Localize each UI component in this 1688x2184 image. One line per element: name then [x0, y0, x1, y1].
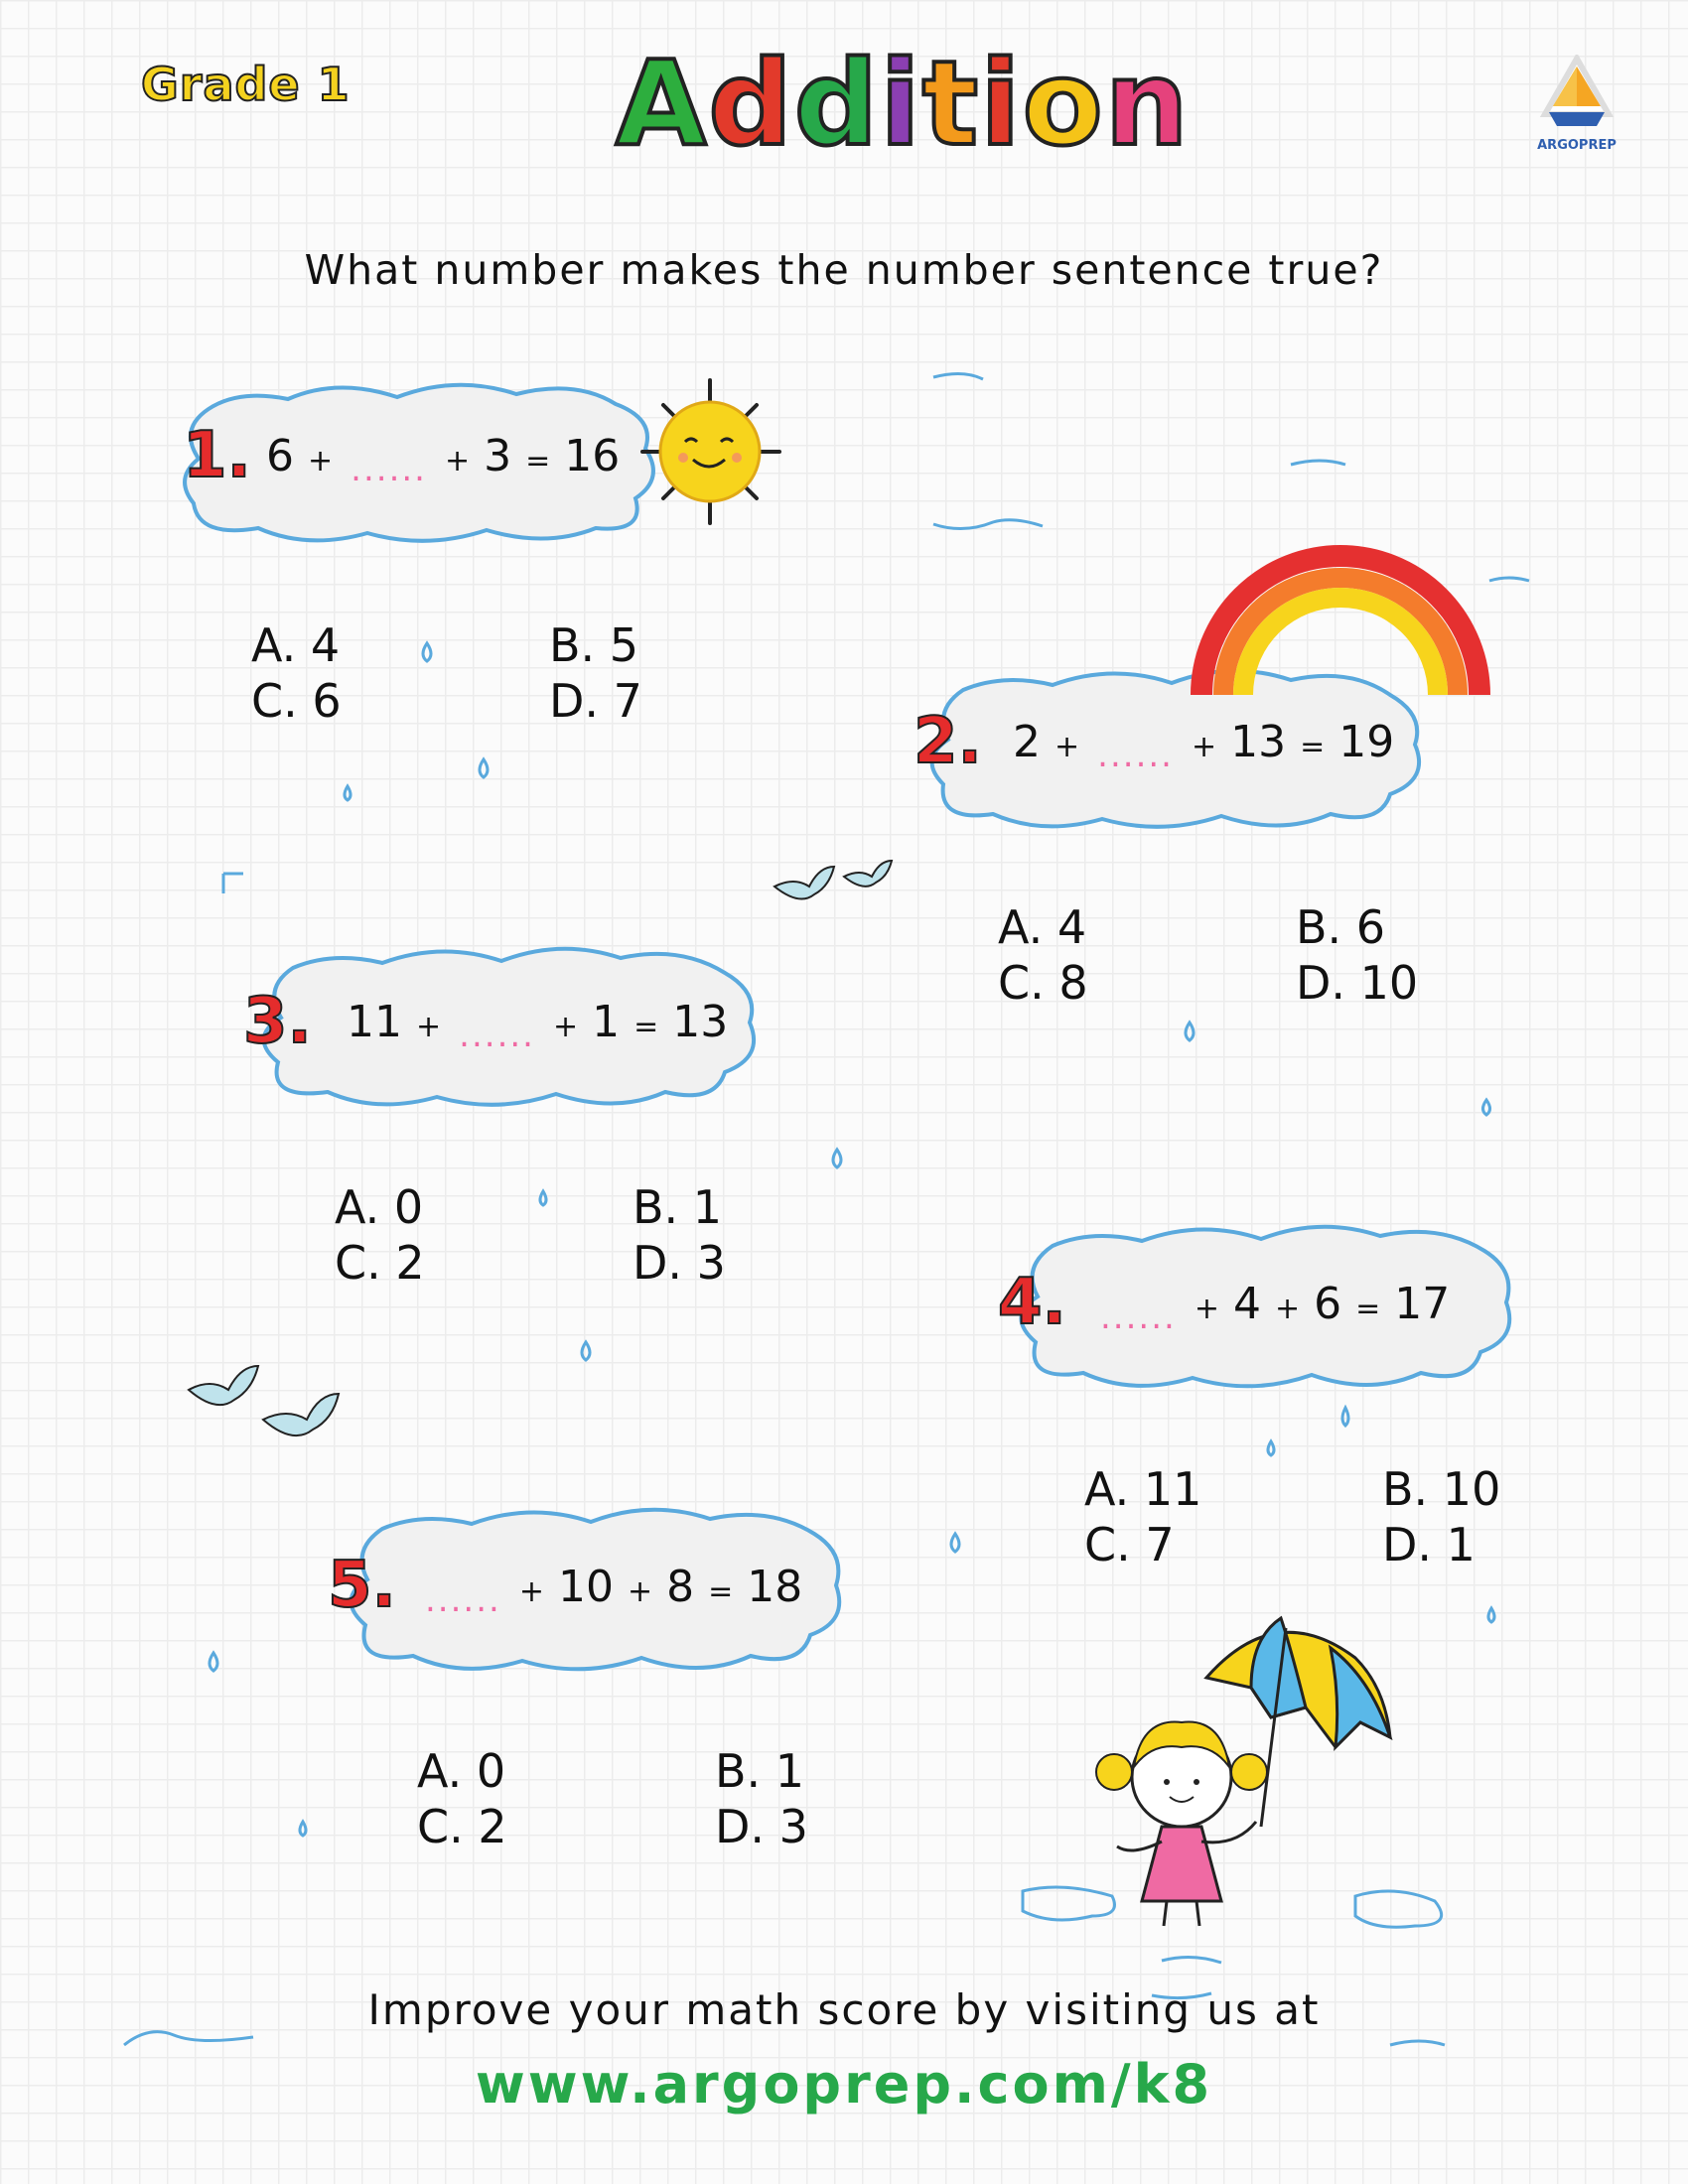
problem-number: 3. — [243, 985, 312, 1058]
answer-blank[interactable]: ...... — [459, 1016, 535, 1055]
equals-sign: = — [633, 1010, 659, 1044]
logo-text: ARGOPREP — [1537, 138, 1617, 153]
plus-sign: + — [1194, 1292, 1219, 1326]
term: 13 — [1230, 717, 1287, 767]
term: 13 — [672, 997, 729, 1047]
option-a[interactable]: A. 11 — [1084, 1462, 1202, 1516]
title-letter: o — [1022, 35, 1105, 172]
term: 11 — [347, 997, 402, 1047]
title-letter: t — [921, 35, 981, 172]
title-letter: d — [793, 35, 881, 172]
option-d[interactable]: D. 1 — [1382, 1518, 1476, 1571]
equals-sign: = — [525, 444, 551, 478]
answer-blank[interactable]: ...... — [351, 450, 427, 489]
option-d[interactable]: D. 10 — [1296, 956, 1419, 1010]
equals-sign: = — [1355, 1292, 1381, 1326]
problem-number: 5. — [328, 1549, 396, 1622]
title-letter: n — [1104, 35, 1191, 172]
answer-blank[interactable]: ...... — [1100, 1297, 1177, 1337]
option-b[interactable]: B. 10 — [1382, 1462, 1501, 1516]
term: 4 — [1233, 1279, 1261, 1329]
option-b[interactable]: B. 1 — [715, 1744, 805, 1798]
title-letter: d — [708, 35, 794, 172]
option-b[interactable]: B. 1 — [633, 1180, 723, 1234]
option-d[interactable]: D. 3 — [715, 1800, 808, 1853]
term: 1 — [592, 997, 621, 1047]
term: 2 — [1013, 717, 1041, 767]
option-c[interactable]: C. 8 — [998, 956, 1088, 1010]
title-letter: i — [880, 35, 922, 172]
plus-sign: + — [1275, 1292, 1301, 1326]
title-letter: A — [616, 35, 709, 172]
term: 8 — [666, 1562, 695, 1612]
term: 10 — [558, 1562, 614, 1612]
term: 3 — [484, 431, 512, 481]
option-b[interactable]: B. 5 — [549, 618, 639, 672]
footer-url[interactable]: www.argoprep.com/k8 — [475, 2053, 1213, 2116]
plus-sign: + — [518, 1574, 544, 1609]
equals-sign: = — [708, 1574, 734, 1609]
title-letter: i — [980, 35, 1023, 172]
option-a[interactable]: A. 4 — [998, 900, 1087, 954]
term: 19 — [1338, 717, 1395, 767]
option-d[interactable]: D. 7 — [549, 674, 642, 728]
problem-number: 1. — [183, 419, 251, 492]
problem-number: 2. — [914, 705, 982, 778]
term: 6 — [266, 431, 294, 481]
equals-sign: = — [1300, 730, 1326, 764]
grade-label: Grade 1 — [141, 58, 351, 111]
plus-sign: + — [445, 444, 471, 478]
answer-blank[interactable]: ...... — [425, 1580, 501, 1620]
problem-number: 4. — [998, 1266, 1066, 1339]
plus-sign: + — [308, 444, 334, 478]
plus-sign: + — [628, 1574, 653, 1609]
answer-blank[interactable]: ...... — [1097, 736, 1174, 775]
term: 16 — [564, 431, 621, 481]
term: 17 — [1394, 1279, 1451, 1329]
option-b[interactable]: B. 6 — [1296, 900, 1386, 954]
option-d[interactable]: D. 3 — [633, 1236, 726, 1290]
term: 6 — [1314, 1279, 1342, 1329]
option-c[interactable]: C. 6 — [251, 674, 342, 728]
plus-sign: + — [416, 1010, 442, 1044]
option-a[interactable]: A. 0 — [417, 1744, 506, 1798]
option-a[interactable]: A. 0 — [335, 1180, 424, 1234]
footer-text: Improve your math score by visiting us at — [367, 1985, 1321, 2034]
instruction-text: What number makes the number sentence true? — [304, 246, 1384, 294]
option-c[interactable]: C. 7 — [1084, 1518, 1175, 1571]
option-c[interactable]: C. 2 — [417, 1800, 507, 1853]
plus-sign: + — [1055, 730, 1080, 764]
plus-sign: + — [1192, 730, 1217, 764]
option-c[interactable]: C. 2 — [335, 1236, 425, 1290]
term: 18 — [747, 1562, 803, 1612]
plus-sign: + — [553, 1010, 579, 1044]
option-a[interactable]: A. 4 — [251, 618, 341, 672]
